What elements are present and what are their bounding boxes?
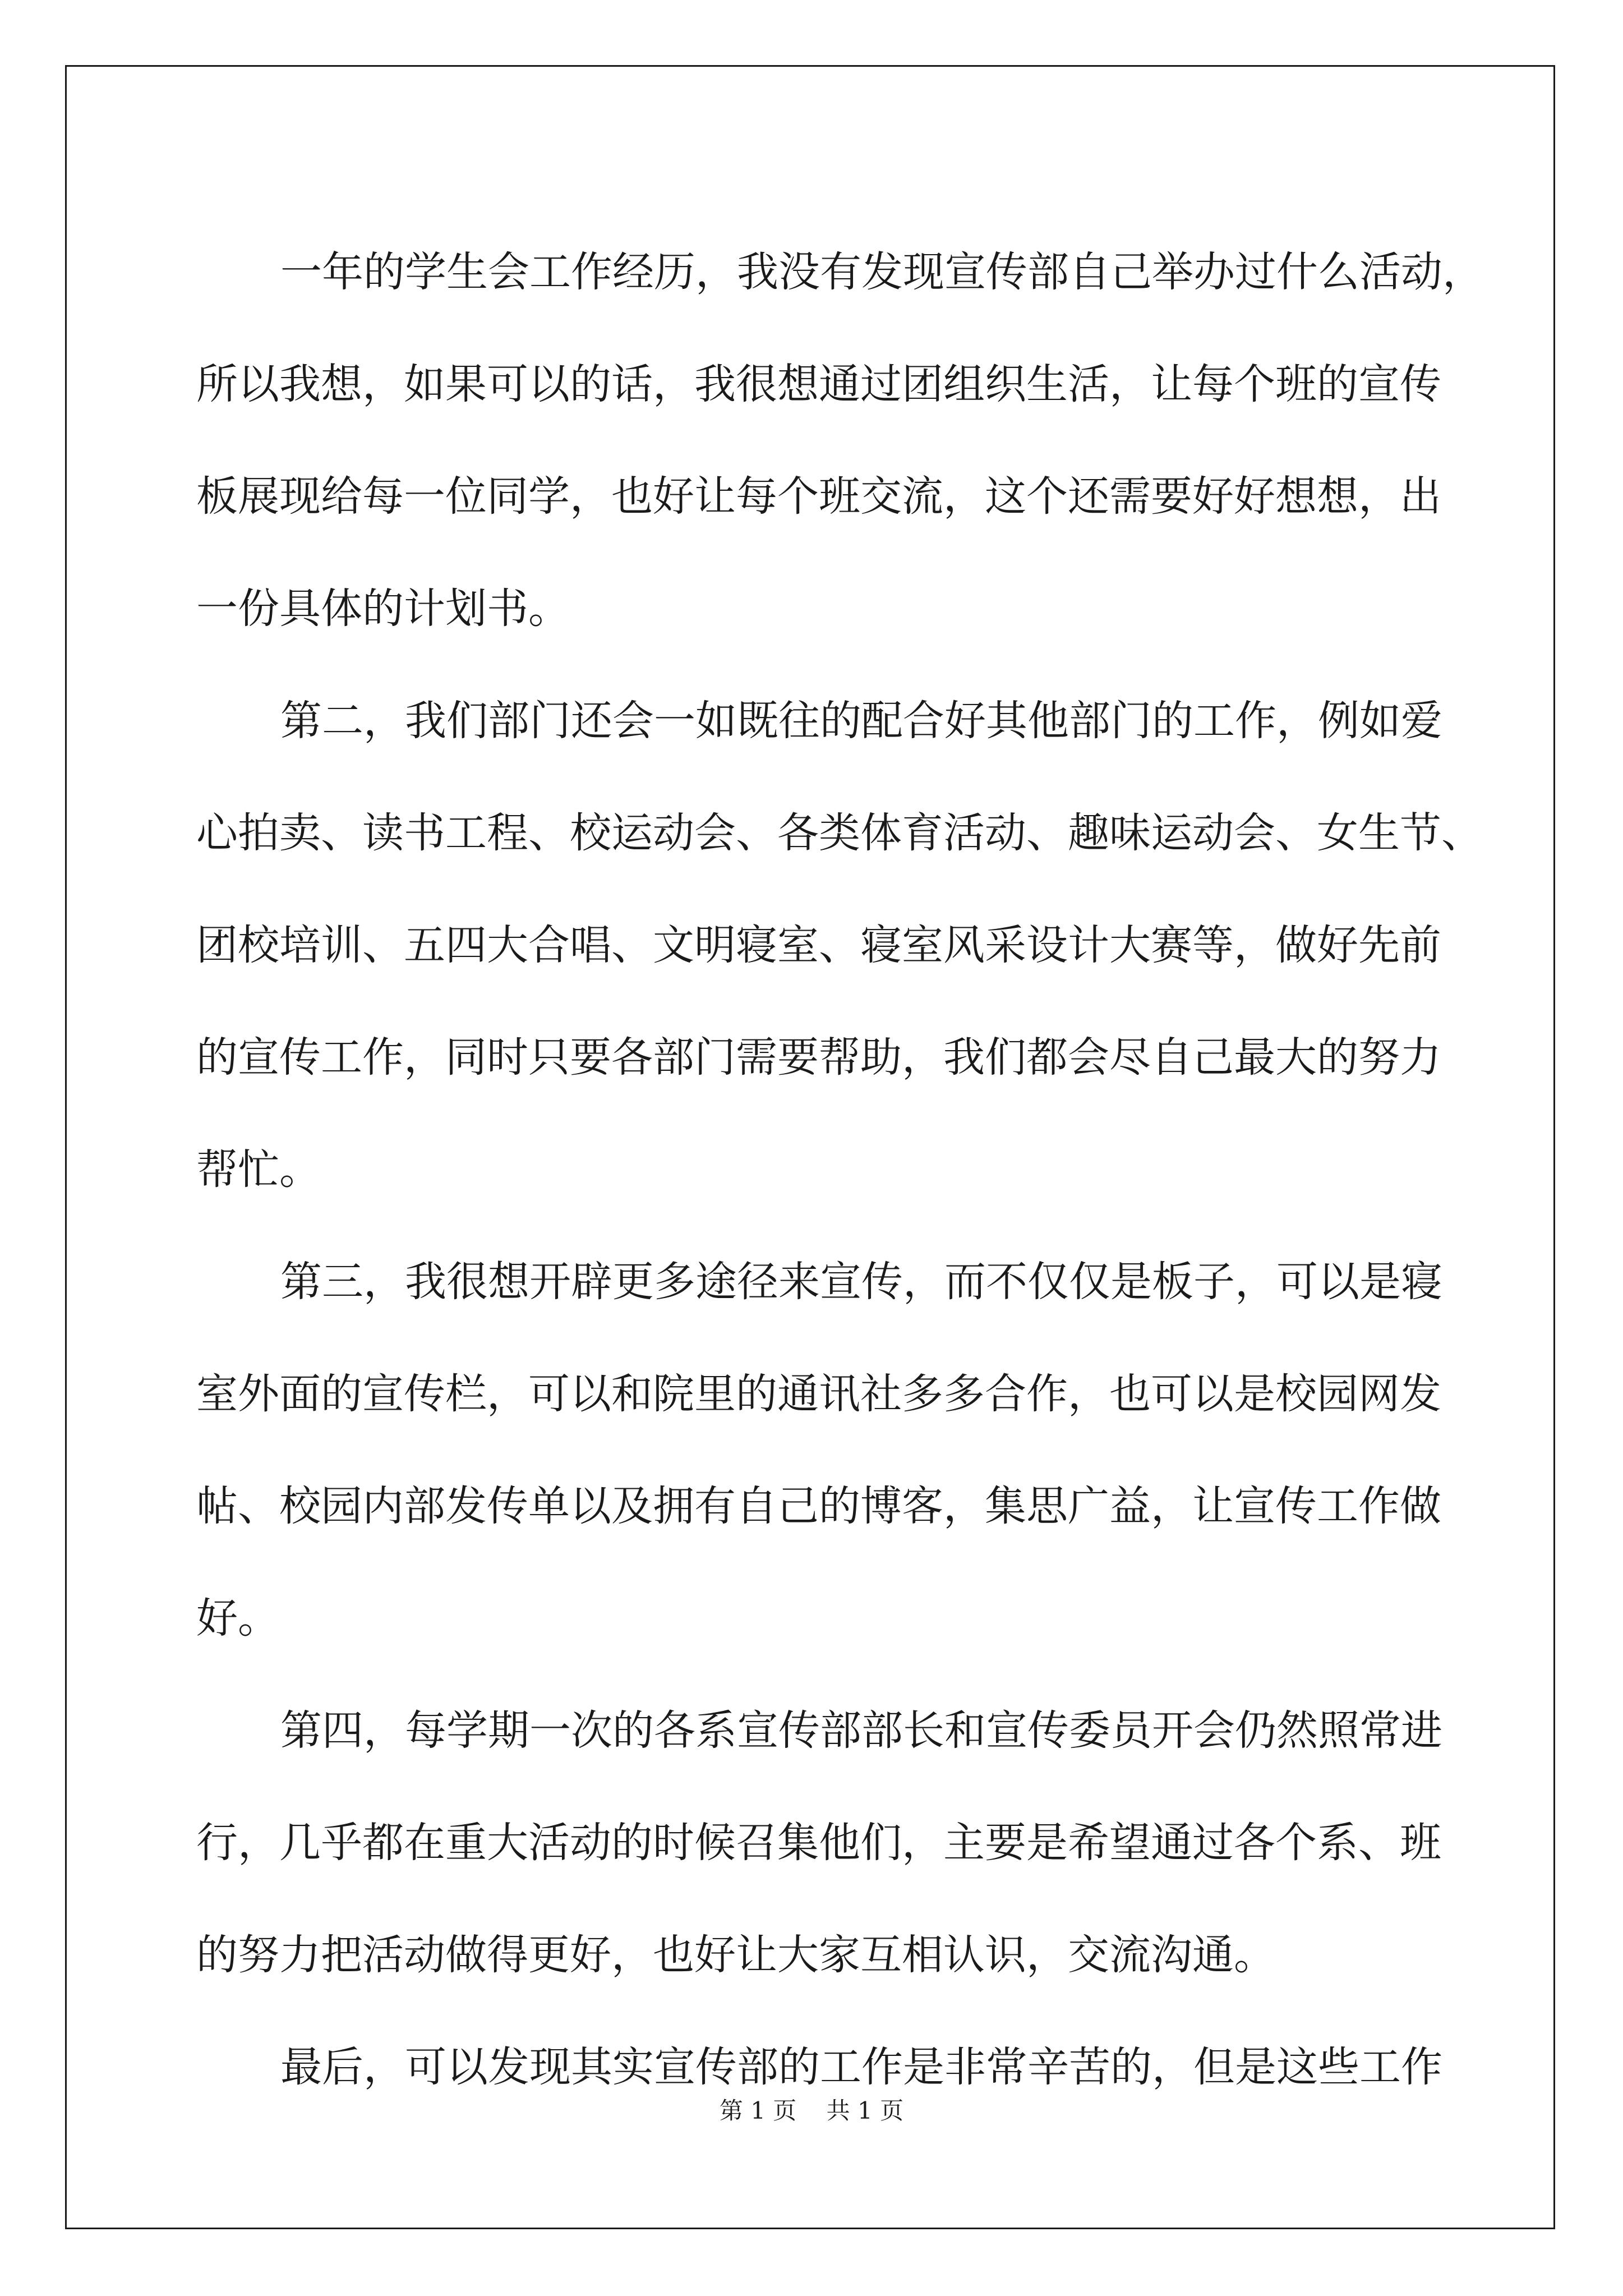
- text-line: 帮忙。: [196, 1145, 321, 1194]
- text-line: 第二，我们部门还会一如既往的配合好其他部门的工作，例如爱: [280, 697, 1442, 745]
- text-line: 团校培训、五四大合唱、文明寝室、寝室风采设计大赛等，做好先前: [196, 921, 1441, 969]
- text-line: 的宣传工作，同时只要各部门需要帮助，我们都会尽自己最大的努力: [196, 1033, 1441, 1082]
- page-number-current: 第 1 页: [719, 2097, 797, 2124]
- text-line: 的努力把活动做得更好，也好让大家互相认识，交流沟通。: [196, 1931, 1275, 1979]
- text-line: 所以我想，如果可以的话，我很想通过团组织生活，让每个班的宣传: [196, 360, 1441, 408]
- text-line: 室外面的宣传栏，可以和院里的通讯社多多合作，也可以是校园网发: [196, 1370, 1441, 1418]
- page-footer: [0, 2092, 1623, 2126]
- text-line: 板展现给每一位同学，也好让每个班交流，这个还需要好好想想，出: [196, 472, 1441, 521]
- text-line: 第四，每学期一次的各系宣传部部长和宣传委员开会仍然照常进: [280, 1706, 1442, 1755]
- text-line: 心拍卖、读书工程、校运动会、各类体育活动、趣味运动会、女生节、: [196, 809, 1483, 857]
- document-body: [196, 216, 1484, 2123]
- text-line: 一份具体的计划书。: [196, 585, 570, 633]
- text-line: 行，几乎都在重大活动的时候召集他们，主要是希望通过各个系、班: [196, 1819, 1441, 1867]
- text-line: 第三，我很想开辟更多途径来宣传，而不仅仅是板子，可以是寝: [280, 1258, 1442, 1306]
- text-line: 好。: [196, 1594, 279, 1642]
- text-line: 最后，可以发现其实宣传部的工作是非常辛苦的，但是这些工作: [280, 2043, 1442, 2091]
- page-number-total: 共 1 页: [826, 2097, 904, 2124]
- text-line: 帖、校园内部发传单以及拥有自己的博客，集思广益，让宣传工作做: [196, 1482, 1441, 1530]
- text-line: 一年的学生会工作经历，我没有发现宣传部自己举办过什么活动，: [280, 248, 1484, 296]
